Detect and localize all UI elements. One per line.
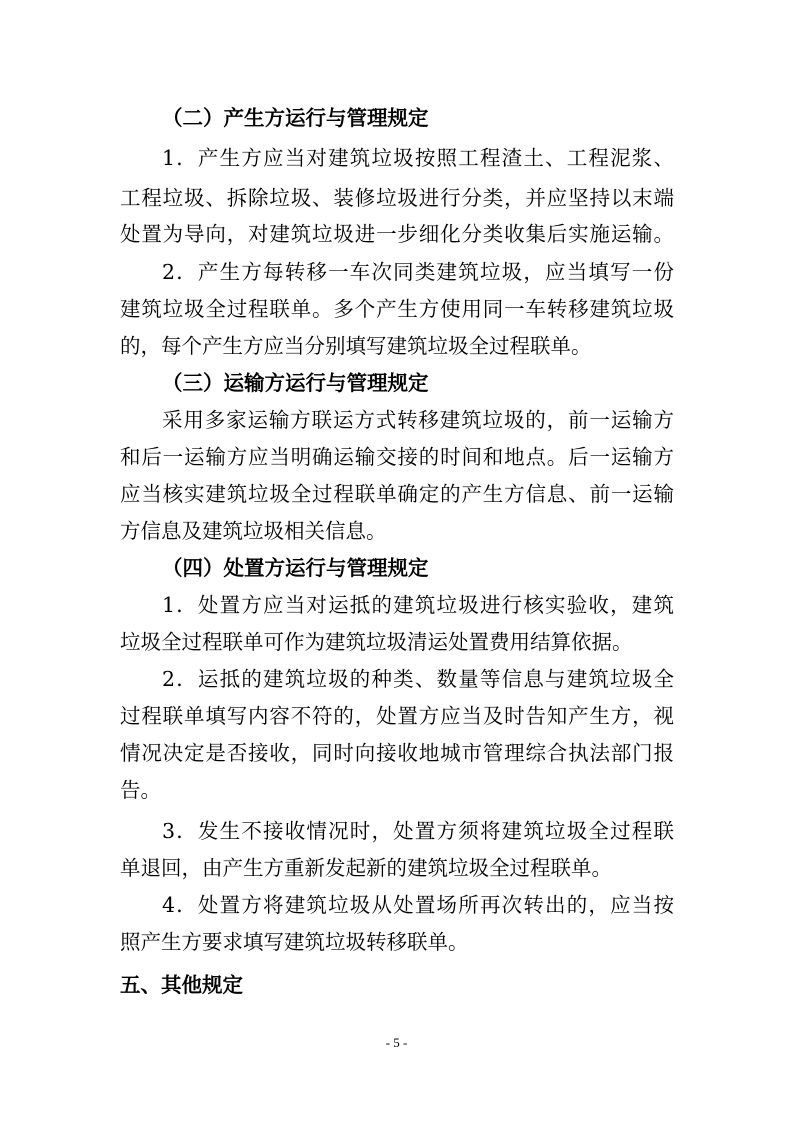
paragraph-line: 1．处置方应当对运抵的建筑垃圾进行核实验收，建筑 xyxy=(162,593,674,617)
paragraph-line: 2．运抵的建筑垃圾的种类、数量等信息与建筑垃圾全 xyxy=(162,667,674,691)
paragraph-line: 照产生方要求填写建筑垃圾转移联单。 xyxy=(120,930,469,954)
paragraph-line: 告。 xyxy=(120,778,161,802)
paragraph-line: 采用多家运输方联运方式转移建筑垃圾的，前一运输方 xyxy=(162,408,674,432)
paragraph-line: 2．产生方每转移一车次同类建筑垃圾，应当填写一份 xyxy=(162,260,674,284)
paragraph-line: 3．发生不接收情况时，处置方须将建筑垃圾全过程联 xyxy=(162,819,674,843)
heading-transporter: （三）运输方运行与管理规定 xyxy=(162,371,429,395)
heading-producer: （二）产生方运行与管理规定 xyxy=(162,106,429,130)
paragraph-line: 过程联单填写内容不符的，处置方应当及时告知产生方，视 xyxy=(120,704,674,728)
page-number: - 5 - xyxy=(385,1035,408,1050)
paragraph-line: 应当核实建筑垃圾全过程联单确定的产生方信息、前一运输 xyxy=(120,482,674,506)
heading-other: 五、其他规定 xyxy=(120,973,243,997)
paragraph-line: 方信息及建筑垃圾相关信息。 xyxy=(120,519,387,543)
paragraph-line: 垃圾全过程联单可作为建筑垃圾清运处置费用结算依据。 xyxy=(120,630,633,654)
paragraph-line: 处置为导向，对建筑垃圾进一步细化分类收集后实施运输。 xyxy=(120,222,674,246)
paragraph-line: 1．产生方应当对建筑垃圾按照工程渣土、工程泥浆、 xyxy=(162,146,674,170)
paragraph-line: 建筑垃圾全过程联单。多个产生方使用同一车转移建筑垃圾 xyxy=(120,297,674,321)
paragraph-line: 4．处置方将建筑垃圾从处置场所再次转出的，应当按 xyxy=(162,893,674,917)
heading-disposer: （四）处置方运行与管理规定 xyxy=(162,556,429,580)
paragraph-line: 工程垃圾、拆除垃圾、装修垃圾进行分类，并应坚持以末端 xyxy=(120,186,674,210)
paragraph-line: 和后一运输方应当明确运输交接的时间和地点。后一运输方 xyxy=(120,445,674,469)
paragraph-line: 的，每个产生方应当分别填写建筑垃圾全过程联单。 xyxy=(120,334,592,358)
paragraph-line: 情况决定是否接收，同时向接收地城市管理综合执法部门报 xyxy=(120,741,674,765)
paragraph-line: 单退回，由产生方重新发起新的建筑垃圾全过程联单。 xyxy=(120,856,612,880)
